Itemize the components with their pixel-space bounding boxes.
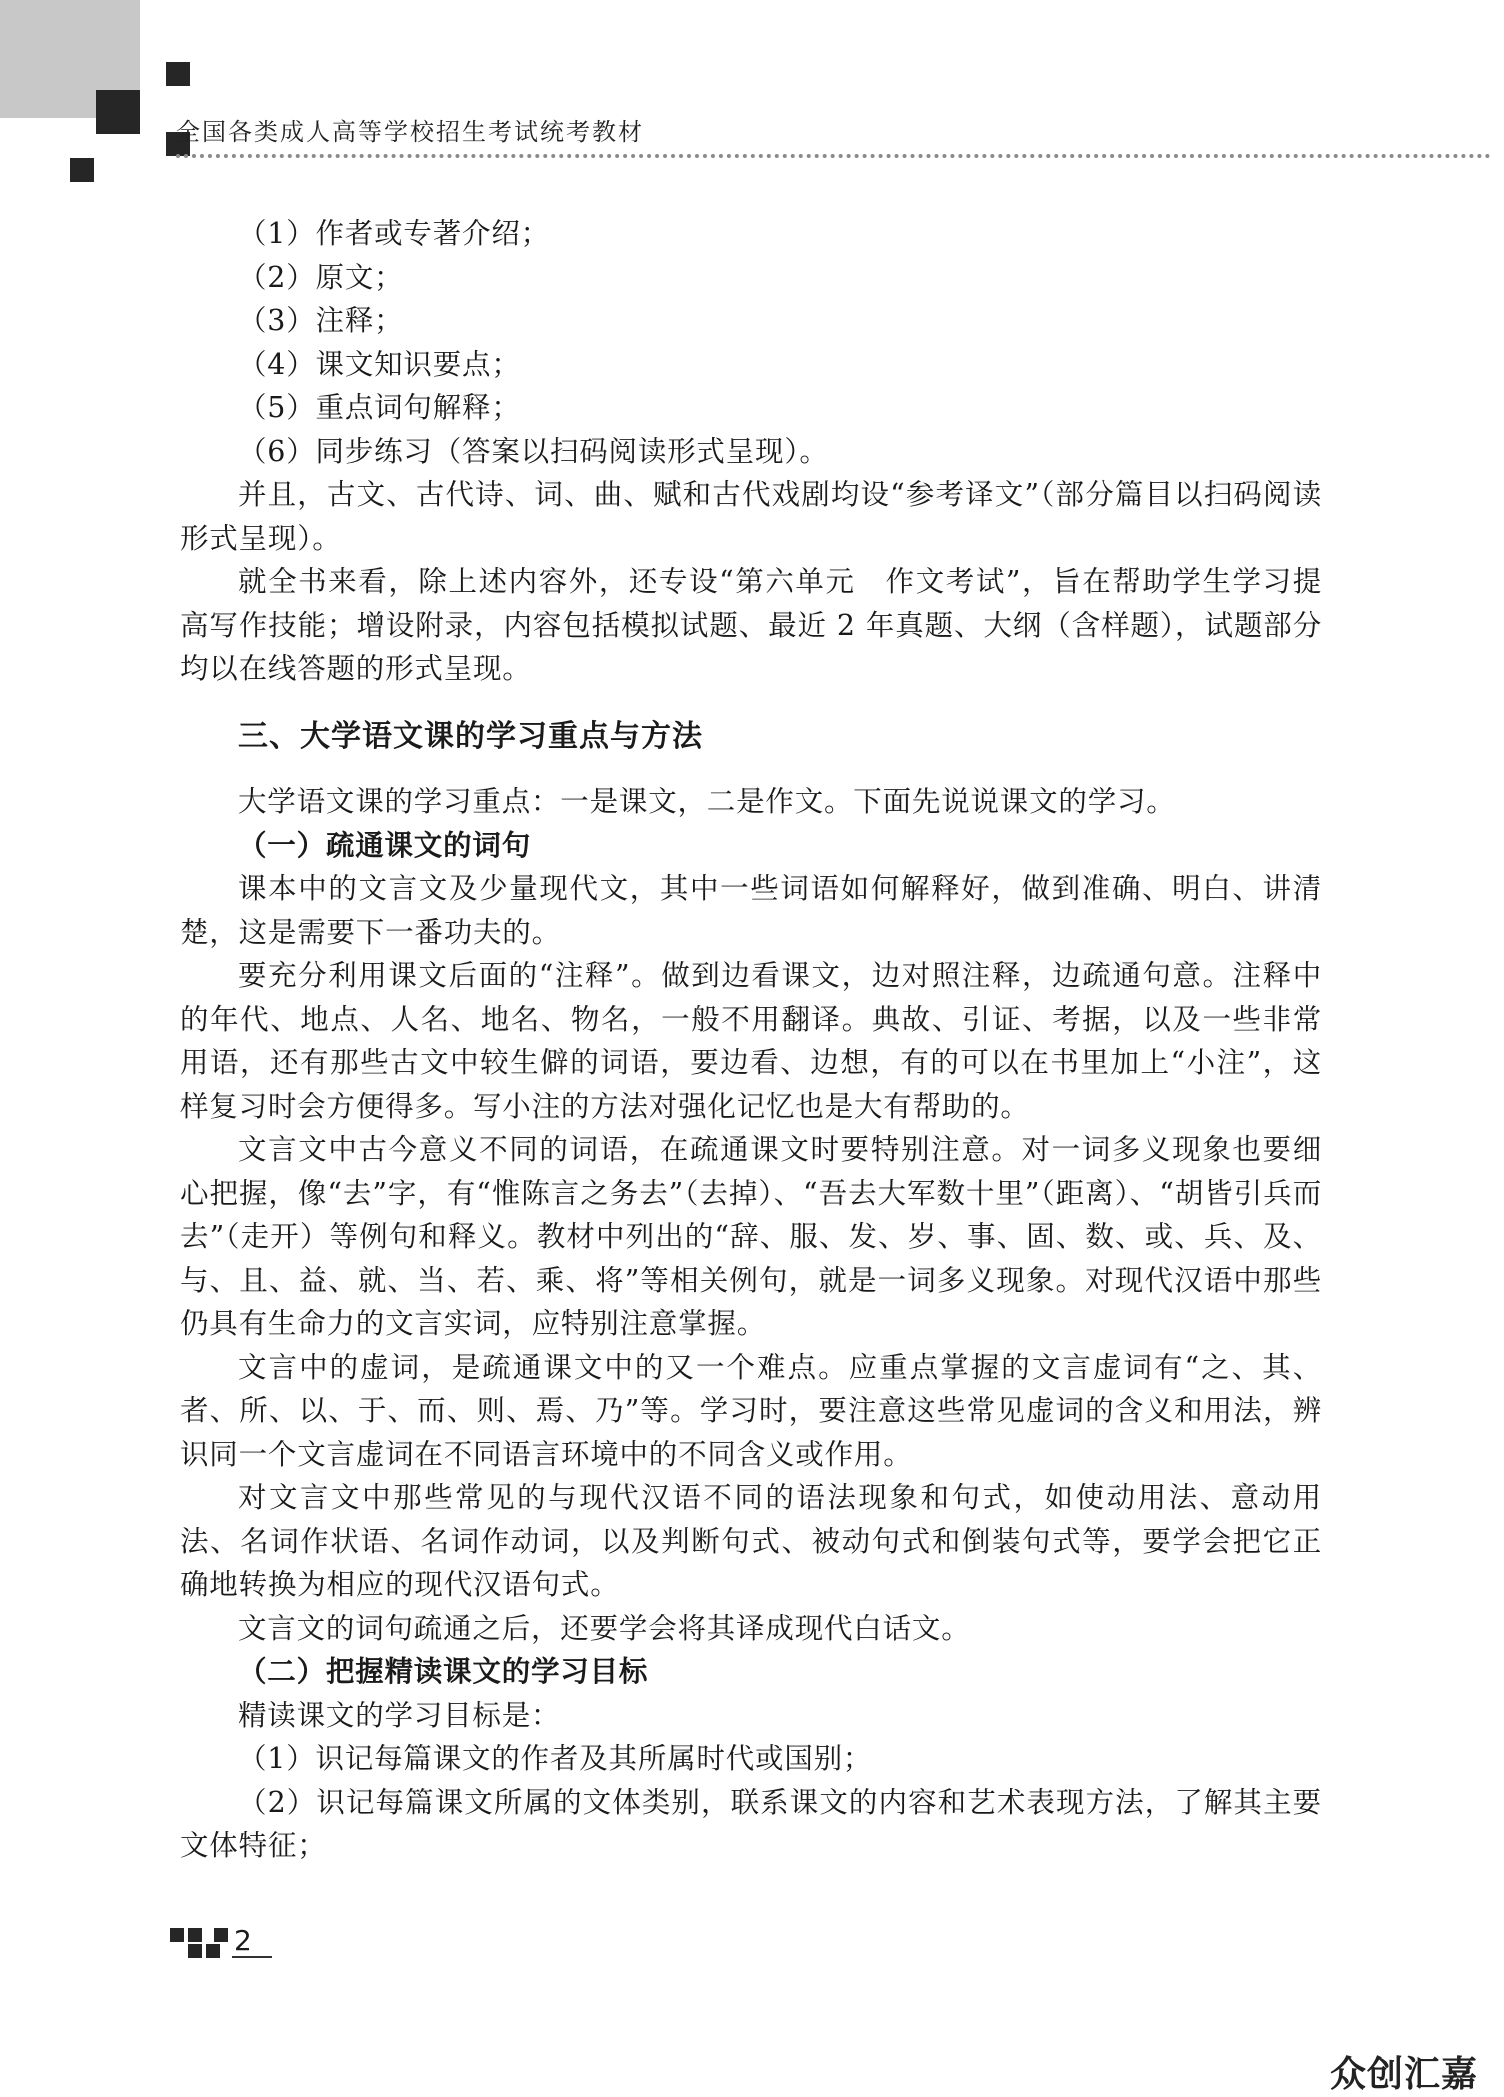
paragraph: 大学语文课的学习重点：一是课文，二是作文。下面先说说课文的学习。 xyxy=(238,785,1176,818)
paragraph: 文言文的词句疏通之后，还要学会将其译成现代白话文。 xyxy=(238,1611,971,1645)
footer-square xyxy=(206,1944,220,1958)
list-item: （4）课文知识要点； xyxy=(238,347,521,381)
page-number: 2 xyxy=(234,1924,252,1957)
list-item: （1）作者或专著介绍； xyxy=(238,217,550,250)
paragraph: 文言中的虚词，是疏通课文中的又一个难点。应重点掌握的文言虚词有“之、其、者、所、以、于、而、则、焉、乃”等。学习时，要注意这些常见虚词的含义和用法，辨识同一个文言虚词在不同语言环境中的不同含义或作用。 xyxy=(180,1350,1322,1471)
paragraph: 对文言文中那些常见的与现代汉语不同的语法现象和句式，如使动用法、意动用法、名词作状语、名词作动词，以及判断句式、被动句式和倒装句式等，要学会把它正确地转换为相应的现代汉语句式。 xyxy=(180,1481,1322,1601)
subsection-heading: （二）把握精读课文的学习目标 xyxy=(238,1654,649,1688)
subsection-heading: （一）疏通课文的词句 xyxy=(238,827,532,862)
paragraph: 就全书来看，除上述内容外，还专设“第六单元 作文考试”，旨在帮助学生学习提高写作技能；增设附录，内容包括模拟试题、最近 2 年真题、大纲（含样题），试题部分均以在线答题的形式呈现。 xyxy=(180,565,1322,685)
header-square-dark xyxy=(96,90,140,134)
footer-square xyxy=(188,1944,202,1958)
paragraph: 要充分利用课文后面的“注释”。做到边看课文，边对照注释，边疏通句意。注释中的年代、地点、人名、地名、物名，一般不用翻译。典故、引证、考据，以及一些非常用语，还有那些古文中较生僻的词语，要边看、边想，有的可以在书里加上“小注”，这样复习时会方便得多。写小注的方法对强化记忆也是大有帮助的。 xyxy=(180,959,1322,1123)
footer-square xyxy=(214,1928,228,1942)
list-item: （2）原文； xyxy=(238,260,404,294)
paragraph: 并且，古文、古代诗、词、曲、赋和古代戏剧均设“参考译文”（部分篇目以扫码阅读形式呈现）。 xyxy=(180,478,1322,555)
footer-square xyxy=(188,1928,202,1942)
list-item: （5）重点词句解释； xyxy=(238,391,521,424)
page-body xyxy=(180,212,1322,1868)
list-item: （6）同步练习（答案以扫码阅读形式呈现）。 xyxy=(238,434,829,468)
list-item: （2）识记每篇课文所属的文体类别，联系课文的内容和艺术表现方法，了解其主要文体特征； xyxy=(180,1785,1322,1862)
section-heading: 三、大学语文课的学习重点与方法 xyxy=(238,718,703,754)
footer-divider xyxy=(232,1956,272,1958)
paragraph: 课本中的文言文及少量现代文，其中一些词语如何解释好，做到准确、明白、讲清楚，这是需要下一番功夫的。 xyxy=(180,872,1322,949)
footer-square xyxy=(170,1928,184,1942)
header-title: 全国各类成人高等学校招生考试统考教材 xyxy=(176,118,644,146)
paragraph: 精读课文的学习目标是： xyxy=(238,1698,561,1732)
list-item: （3）注释； xyxy=(238,304,404,337)
header-square-dark xyxy=(70,158,94,182)
header-divider xyxy=(176,154,1491,158)
header-square-dark xyxy=(166,62,190,86)
watermark: 众创汇嘉 xyxy=(1330,2054,1479,2095)
paragraph: 文言文中古今意义不同的词语，在疏通课文时要特别注意。对一词多义现象也要细心把握，像“去”字，有“惟陈言之务去”（去掉）、“吾去大军数十里”（距离）、“胡皆引兵而去”（走开）等例句和释义。教材中列出的“辞、服、发、岁、事、固、数、或、兵、及、与、且、益、就、当、若、乘、将”等相关例句，就是一词多义现象。对现代汉语中那些仍具有生命力的文言实词，应特别注意掌握。 xyxy=(180,1133,1322,1340)
list-item: （1）识记每篇课文的作者及其所属时代或国别； xyxy=(238,1742,873,1775)
